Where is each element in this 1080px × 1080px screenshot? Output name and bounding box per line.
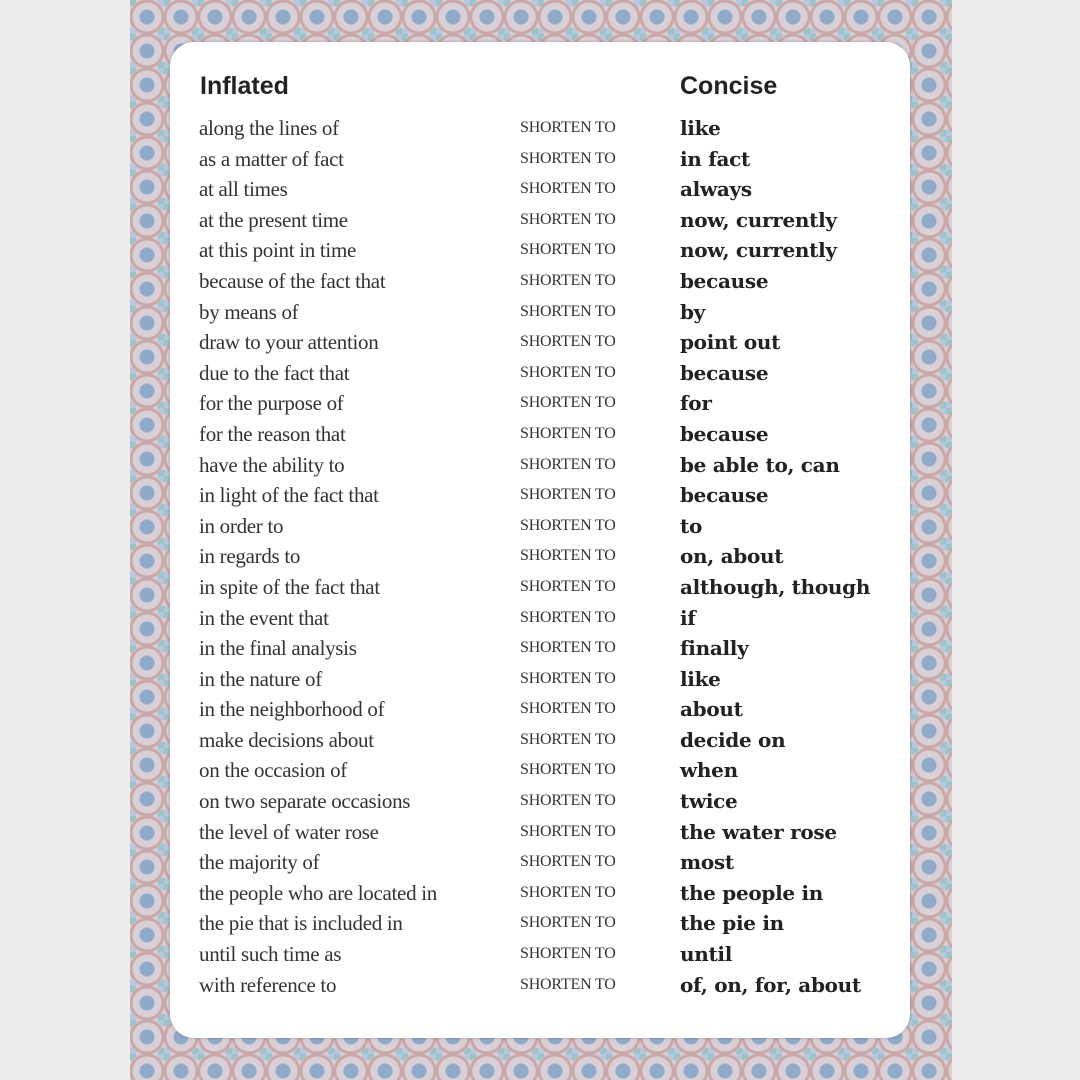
concise-phrase: most <box>680 850 734 875</box>
list-item <box>0 327 1080 358</box>
list-item <box>0 970 1080 1001</box>
inflated-phrase: draw to your attention <box>199 330 379 355</box>
inflated-phrase: at the present time <box>199 207 348 232</box>
phrase-list <box>0 113 1080 1000</box>
shorten-label: SHORTEN TO <box>520 577 616 595</box>
concise-phrase: in fact <box>680 146 750 171</box>
concise-phrase: if <box>680 605 696 630</box>
concise-phrase: decide on <box>680 727 786 752</box>
list-item <box>0 235 1080 266</box>
shorten-label: SHORTEN TO <box>520 700 616 718</box>
concise-phrase: because <box>680 268 769 293</box>
shorten-label: SHORTEN TO <box>520 271 616 289</box>
concise-phrase: the pie in <box>680 911 784 936</box>
list-item <box>0 419 1080 450</box>
inflated-phrase: at this point in time <box>199 238 357 263</box>
list-item <box>0 755 1080 786</box>
inflated-phrase: until such time as <box>199 942 342 967</box>
list-item <box>0 480 1080 511</box>
shorten-label: SHORTEN TO <box>520 394 616 412</box>
list-item <box>0 939 1080 970</box>
concise-phrase: because <box>680 421 769 446</box>
shorten-label: SHORTEN TO <box>520 119 616 136</box>
list-item <box>0 817 1080 848</box>
list-item <box>0 541 1080 572</box>
concise-phrase: the people in <box>680 880 824 905</box>
list-item <box>0 878 1080 909</box>
inflated-phrase: on two separate occasions <box>199 789 411 814</box>
inflated-phrase: in regards to <box>199 544 301 569</box>
list-item <box>0 266 1080 297</box>
concise-phrase: be able to, can <box>680 452 840 477</box>
list-item <box>0 725 1080 756</box>
shorten-label: SHORTEN TO <box>520 945 616 963</box>
inflated-phrase: the majority of <box>199 850 320 875</box>
concise-phrase: finally <box>680 636 749 661</box>
concise-phrase: because <box>680 360 769 385</box>
shorten-label: SHORTEN TO <box>520 486 616 504</box>
concise-phrase: twice <box>680 789 738 814</box>
shorten-label: SHORTEN TO <box>520 914 616 932</box>
inflated-phrase: in spite of the fact that <box>199 574 380 599</box>
header-inflated: Inflated <box>200 72 289 100</box>
shorten-label: SHORTEN TO <box>520 608 616 626</box>
concise-phrase: by <box>680 299 706 324</box>
inflated-phrase: for the reason that <box>199 421 346 446</box>
shorten-label: SHORTEN TO <box>520 333 616 351</box>
list-item <box>0 786 1080 817</box>
shorten-label: SHORTEN TO <box>520 516 616 534</box>
concise-phrase: about <box>680 697 743 722</box>
list-item <box>0 205 1080 236</box>
concise-phrase: on, about <box>680 544 784 569</box>
list-item <box>0 664 1080 695</box>
shorten-label: SHORTEN TO <box>520 424 616 442</box>
inflated-phrase: the people who are located in <box>199 880 437 905</box>
shorten-label: SHORTEN TO <box>520 180 616 198</box>
shorten-label: SHORTEN TO <box>520 853 616 871</box>
list-item <box>0 908 1080 939</box>
inflated-phrase: make decisions about <box>199 727 374 752</box>
inflated-phrase: because of the fact that <box>199 268 386 293</box>
list-item <box>0 297 1080 328</box>
shorten-label: SHORTEN TO <box>520 302 616 320</box>
list-item <box>0 847 1080 878</box>
list-item <box>0 174 1080 205</box>
inflated-phrase: for the purpose of <box>199 391 344 416</box>
concise-phrase: until <box>680 942 733 967</box>
inflated-phrase: the level of water rose <box>199 819 379 844</box>
inflated-phrase: by means of <box>199 299 299 324</box>
concise-phrase: for <box>680 391 712 416</box>
concise-phrase: to <box>680 513 702 538</box>
shorten-label: SHORTEN TO <box>520 241 616 259</box>
shorten-label: SHORTEN TO <box>520 792 616 810</box>
list-item <box>0 358 1080 389</box>
shorten-label: SHORTEN TO <box>520 975 616 993</box>
inflated-phrase: on the occasion of <box>199 758 347 783</box>
list-item <box>0 603 1080 634</box>
concise-phrase: now, currently <box>680 207 837 232</box>
inflated-phrase: in the neighborhood of <box>199 697 385 722</box>
shorten-label: SHORTEN TO <box>520 822 616 840</box>
inflated-phrase: along the lines of <box>199 116 339 140</box>
concise-phrase: point out <box>680 330 781 355</box>
shorten-label: SHORTEN TO <box>520 547 616 565</box>
concise-phrase: of, on, for, about <box>680 972 861 997</box>
inflated-phrase: in the event that <box>199 605 329 630</box>
concise-phrase: when <box>680 758 738 783</box>
inflated-phrase: in the final analysis <box>199 636 357 661</box>
inflated-phrase: in the nature of <box>199 666 322 691</box>
inflated-phrase: due to the fact that <box>199 360 350 385</box>
concise-phrase: although, though <box>680 574 871 599</box>
inflated-phrase: in light of the fact that <box>199 483 379 508</box>
inflated-phrase: with reference to <box>199 972 337 997</box>
list-item <box>0 572 1080 603</box>
shorten-label: SHORTEN TO <box>520 149 616 167</box>
concise-phrase: like <box>680 116 721 140</box>
list-item <box>0 694 1080 725</box>
concise-phrase: always <box>680 177 752 202</box>
inflated-phrase: at all times <box>199 177 288 202</box>
list-item <box>0 388 1080 419</box>
shorten-label: SHORTEN TO <box>520 210 616 228</box>
concise-phrase: like <box>680 666 721 691</box>
shorten-label: SHORTEN TO <box>520 761 616 779</box>
list-item <box>0 511 1080 542</box>
shorten-label: SHORTEN TO <box>520 883 616 901</box>
list-item <box>0 450 1080 481</box>
shorten-label: SHORTEN TO <box>520 455 616 473</box>
concise-phrase: because <box>680 483 769 508</box>
shorten-label: SHORTEN TO <box>520 363 616 381</box>
shorten-label: SHORTEN TO <box>520 639 616 657</box>
list-item <box>0 113 1080 144</box>
header-concise: Concise <box>680 72 778 100</box>
shorten-label: SHORTEN TO <box>520 669 616 687</box>
concise-phrase: the water rose <box>680 819 837 844</box>
list-item <box>0 633 1080 664</box>
inflated-phrase: have the ability to <box>199 452 345 477</box>
inflated-phrase: the pie that is included in <box>199 911 403 936</box>
inflated-phrase: in order to <box>199 513 284 538</box>
shorten-label: SHORTEN TO <box>520 730 616 748</box>
inflated-phrase: as a matter of fact <box>199 146 344 171</box>
concise-phrase: now, currently <box>680 238 837 263</box>
list-item <box>0 144 1080 175</box>
